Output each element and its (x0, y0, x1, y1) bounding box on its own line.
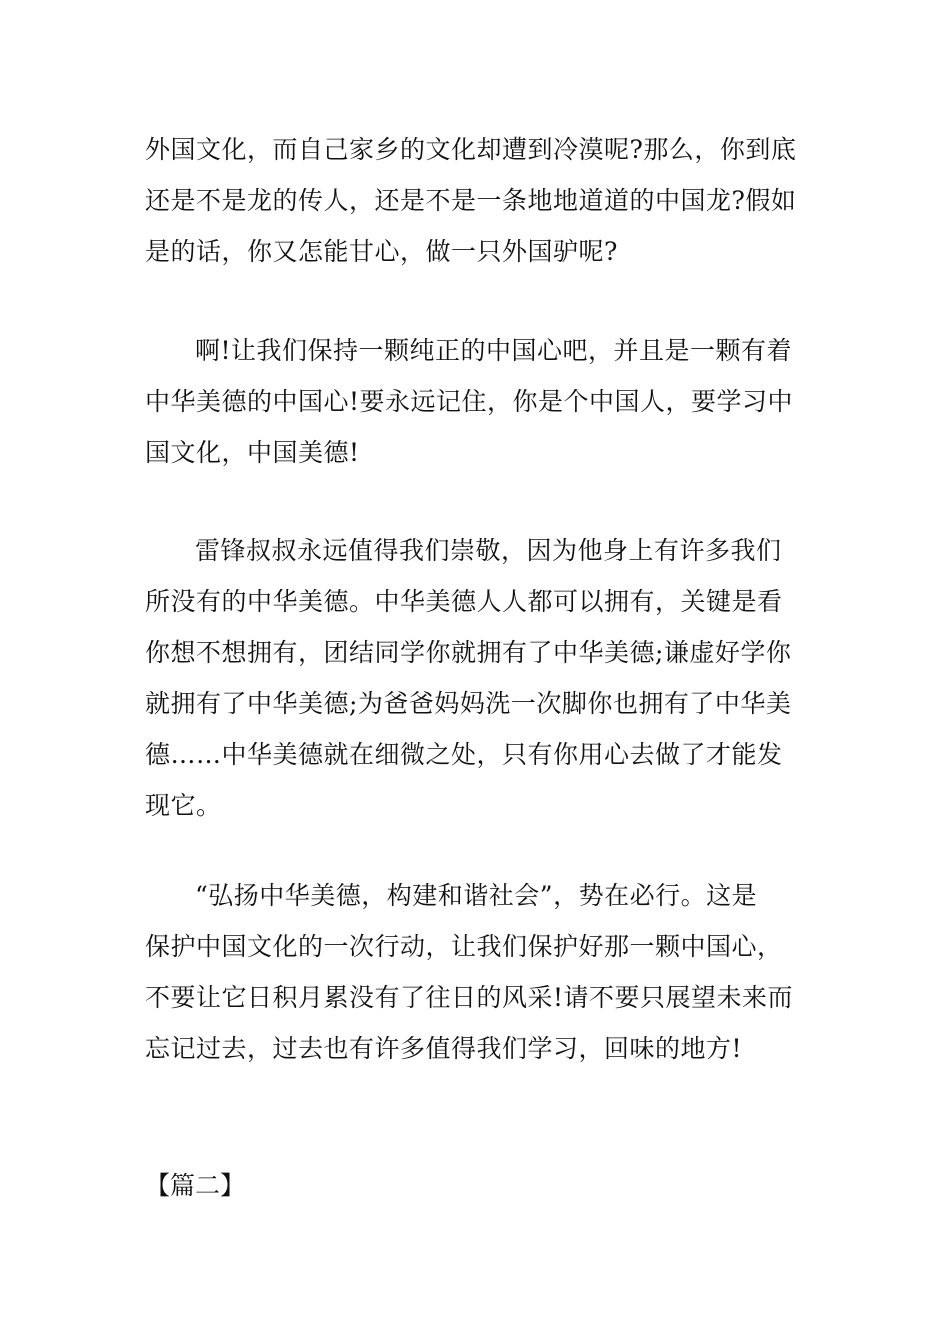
text-line: 不要让它日积月累没有了往日的风采!请不要只展望未来而 (145, 983, 794, 1012)
text-line: 忘记过去，过去也有许多值得我们学习，回味的地方! (145, 1034, 743, 1063)
text-line: 你想不想拥有，团结同学你就拥有了中华美德;谦虚好学你 (145, 638, 792, 667)
text-line: 是的话，你又怎能甘心，做一只外国驴呢? (145, 237, 618, 266)
text-line: 所没有的中华美德。中华美德人人都可以拥有，关键是看 (145, 587, 783, 616)
paragraph-4 (145, 870, 815, 1074)
paragraph-2 (145, 325, 815, 478)
paragraph-1 (145, 124, 815, 277)
paragraph-3 (145, 525, 815, 831)
text-line: 啊!让我们保持一颗纯正的中国心吧，并且是一颗有着 (195, 336, 793, 365)
text-line: 就拥有了中华美德;为爸爸妈妈洗一次脚你也拥有了中华美 (145, 689, 792, 718)
text-line: 还是不是龙的传人，还是不是一条地地道道的中国龙?假如 (145, 186, 797, 215)
text-line: “弘扬中华美德，构建和谐社会”，势在必行。这是 (195, 881, 758, 910)
text-line: 外国文化，而自己家乡的文化却遭到冷漠呢?那么，你到底 (145, 135, 797, 164)
text-line: 中华美德的中国心!要永远记住，你是个中国人，要学习中 (145, 387, 794, 416)
section-heading: 【篇二】 (145, 1171, 246, 1200)
text-line: 保护中国文化的一次行动，让我们保护好那一颗中国心， (145, 932, 783, 961)
text-line: 雷锋叔叔永远值得我们崇敬，因为他身上有许多我们 (195, 536, 782, 565)
text-line: 现它。 (145, 791, 222, 820)
text-line: 德……中华美德就在细微之处，只有你用心去做了才能发 (145, 740, 783, 769)
text-line: 国文化，中国美德! (145, 438, 360, 467)
